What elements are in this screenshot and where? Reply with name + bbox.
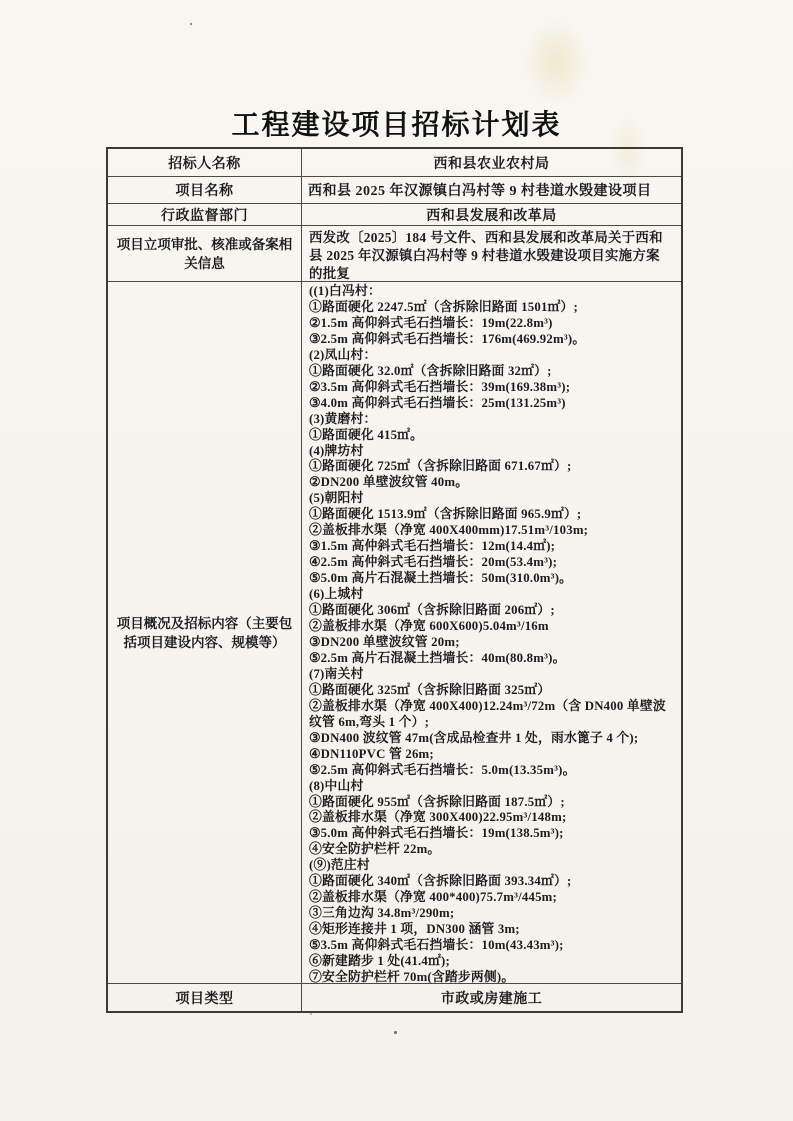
overview-line: (2)凤山村： (309, 347, 377, 362)
overview-line: (⑨)范庄村 (309, 858, 370, 873)
overview-line: ③5.0m 高仲斜式毛石挡墙长：19m(138.5m³); (309, 826, 564, 841)
overview-line: ⑤2.5m 高仰斜式毛石挡墙长：5.0m(13.35m³)。 (309, 762, 576, 777)
overview-line: ④DN110PVC 管 26m; (309, 746, 434, 761)
overview-line: ④安全防护栏杆 22m。 (309, 842, 441, 857)
supervising-department-value: 西和县发展和改革局 (426, 208, 557, 224)
paper-speck (190, 23, 192, 25)
approval-info-label-line2: 关信息 (184, 255, 225, 271)
table-row-supervising-department (108, 204, 681, 226)
overview-line: ①路面硬化 955㎡（含拆除旧路面 187.5㎡）; (309, 794, 565, 809)
overview-line: ②1.5m 高仰斜式毛石挡墙长：19m(22.8m³) (309, 315, 553, 330)
table-row-approval-info (108, 226, 681, 282)
overview-line: ⑦安全防护栏杆 70m(含踏步两侧)。 (309, 969, 515, 983)
overview-line: ④2.5m 高仲斜式毛石挡墙长：20m(53.4m³); (309, 555, 558, 570)
overview-line: (6)上城村 (309, 587, 364, 602)
overview-line: ③三角边沟 34.8m³/290m; (309, 906, 455, 921)
overview-line: (7)南关村 (309, 666, 364, 681)
overview-line: ③1.5m 高仲斜式毛石挡墙长：12m(14.4㎡); (309, 539, 556, 554)
overview-line: ③DN200 单壁波纹管 20m; (309, 634, 460, 649)
overview-line: (5)朝阳村 (309, 491, 364, 506)
overview-line: ①路面硬化 325㎡（含拆除旧路面 325㎡） (309, 682, 551, 697)
approval-info-label-line1: 项目立项审批、核准或备案相 (116, 236, 293, 252)
bidding-plan-table (106, 147, 683, 1013)
overview-line: ②3.5m 高仰斜式毛石挡墙长：39m(169.38m³); (309, 379, 571, 394)
project-overview-label-line2: 括项目建设内容、规模等） (123, 634, 286, 650)
supervising-department-label: 行政监督部门 (108, 204, 302, 225)
approval-info-line: 的批复 (309, 266, 351, 281)
document-title: 工程建设项目招标计划表 (231, 110, 562, 141)
overview-line: ①路面硬化 415㎡。 (309, 427, 424, 442)
overview-line: ②盖板排水渠（净宽 400X400)12.24m³/72m（含 DN400 单壁波 (309, 698, 666, 713)
overview-line: ②盖板排水渠（净宽 300X400)22.95m³/148m; (309, 810, 567, 825)
table-row-project-name (108, 177, 681, 204)
project-type-value: 市政或房建施工 (440, 991, 543, 1007)
overview-line: ⑥新建踏步 1 处(41.4㎡); (309, 954, 450, 969)
overview-line: 纹管 6m,弯头 1 个）; (309, 714, 430, 729)
overview-line: ((1)白冯村： (309, 284, 381, 298)
bidder-name-label: 招标人名称 (108, 149, 302, 176)
overview-line: ③2.5m 高仰斜式毛石挡墙长：176m(469.92m³)。 (309, 331, 586, 346)
overview-line: (3)黄磨村： (309, 411, 377, 426)
overview-line: ②DN200 单壁波纹管 40m。 (309, 475, 469, 490)
overview-line: (4)牌坊村 (309, 443, 364, 458)
overview-line: ①路面硬化 1513.9㎡（含拆除旧路面 965.9㎡）; (309, 507, 582, 522)
approval-info-line: 县 2025 年汉源镇白冯村等 9 村巷道水毁建设项目实施方案 (309, 248, 660, 263)
approval-info-line: 西发改〔2025〕184 号文件、西和县发展和改革局关于西和 (309, 230, 663, 245)
paper-speck (394, 1031, 397, 1034)
overview-line: ①路面硬化 725㎡（含拆除旧路面 671.67㎡）; (309, 459, 572, 474)
table-row-project-type (108, 984, 681, 1011)
paper-speck (310, 1013, 312, 1015)
project-name-label: 项目名称 (108, 177, 302, 203)
overview-line: ⑤2.5m 高片石混凝土挡墙长：40m(80.8m³)。 (309, 650, 566, 665)
overview-line: ①路面硬化 32.0㎡（含拆除旧路面 32㎡）; (309, 363, 552, 378)
approval-info-label (108, 226, 302, 281)
overview-line: ③4.0m 高仰斜式毛石挡墙长：25m(131.25m³) (309, 395, 566, 410)
overview-line: ②盖板排水渠（净宽 400*400)75.7m³/445m; (309, 890, 557, 905)
overview-line: ③DN400 波纹管 47m(含成品检查井 1 处，雨水篦子 4 个); (309, 730, 639, 745)
project-name-value: 西和县 2025 年汉源镇白冯村等 9 村巷道水毁建设项目 (308, 184, 652, 199)
project-type-label: 项目类型 (108, 984, 302, 1011)
table-row-project-overview (108, 282, 681, 984)
overview-line: ②盖板排水渠（净宽 600X600)5.04m³/16m (309, 619, 549, 634)
project-overview-label (108, 282, 302, 983)
overview-line: ①路面硬化 306㎡（含拆除旧路面 206㎡）; (309, 603, 555, 618)
project-overview-label-line1: 项目概况及招标内容（主要包 (116, 615, 293, 631)
overview-line: ⑤3.5m 高仰斜式毛石挡墙长：10m(43.43m³); (309, 938, 564, 953)
overview-line: ②盖板排水渠（净宽 400X400mm)17.51m³/103m; (309, 523, 589, 538)
project-overview-value (302, 282, 681, 983)
bidder-name-value: 西和县农业农村局 (433, 156, 550, 172)
approval-info-value (302, 226, 681, 281)
table-row-bidder-name (108, 149, 681, 177)
overview-line: (8)中山村 (309, 778, 364, 793)
overview-line: ⑤5.0m 高片石混凝土挡墙长：50m(310.0m³)。 (309, 571, 573, 586)
overview-line: ①路面硬化 340㎡（含拆除旧路面 393.34㎡）; (309, 874, 572, 889)
overview-line: ①路面硬化 2247.5㎡（含拆除旧路面 1501㎡）; (309, 299, 578, 314)
overview-line: ④矩形连接井 1 项，DN300 涵管 3m; (309, 922, 520, 937)
